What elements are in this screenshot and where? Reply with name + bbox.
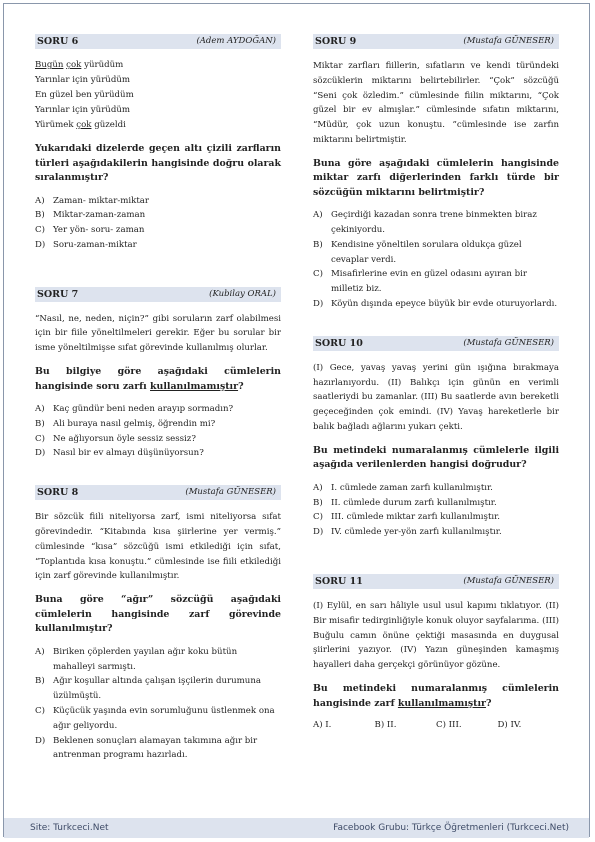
question-header	[35, 287, 281, 302]
question-11	[313, 574, 559, 730]
answer-option-c[interactable]: C) Ne ağlıyorsun öyle sessiz sessiz?	[35, 433, 196, 444]
question-author: (Mustafa GÜNESER)	[463, 576, 554, 587]
poem-line: Yürümek çok güzeldi	[35, 120, 126, 130]
answer-options	[313, 481, 559, 540]
answer-option-a[interactable]: A) Biriken çöplerden yayılan ağır koku bütün mahalleyi sarmıştı.	[35, 646, 238, 672]
question-number: SORU 9	[315, 36, 357, 47]
poem-line: Yarınlar için yürüdüm	[35, 75, 131, 85]
question-header	[313, 336, 559, 351]
question-stem: Miktar zarfları fiillerin, sıfatların ve kendi türündeki sözcüklerin miktarını belirtebilirler. “Çok” sözcüğü “Seni çok özledim.” cümlesinde fiilin miktarını, “Çok güzel bir ev almışlar.” cümlesinde sıfatın miktarını, “Müdür, çok uzun konuştu. ”cümlesinde ise zarfın miktarını belirtmiştir.	[313, 61, 559, 145]
poem	[35, 58, 281, 133]
question-text: Yukarıdaki dizelerde geçen altı çizili zarfların türleri aşağıdakilerin hangisinde doğru olarak sıralanmıştır?	[35, 143, 281, 183]
question-header	[35, 34, 281, 49]
answer-option-a[interactable]: A) I. cümlede zaman zarfı kullanılmıştır.	[313, 482, 493, 493]
question-text: Bu metindeki numaralanmış cümlelerle ilgili aşağıda verilenlerden hangisi doğrudur?	[313, 444, 559, 471]
answer-option-c[interactable]: C) Misafirlerine evin en güzel odasını ayıran bir milletiz biz.	[313, 269, 527, 295]
answer-option-c[interactable]: C) III.	[436, 720, 462, 731]
question-8	[35, 485, 281, 763]
answer-option-b[interactable]: B) Miktar-zaman-zaman	[35, 210, 146, 221]
question-text: Buna göre aşağıdaki cümlelerin hangisinde miktar zarfı diğerlerinden farklı türde bir sözcüğün miktarını belirtmiştir?	[313, 157, 559, 198]
question-author: (Mustafa GÜNESER)	[463, 36, 554, 46]
question-number: SORU 8	[37, 487, 79, 499]
right-column	[313, 34, 559, 730]
question-header	[313, 34, 559, 49]
question-author: (Mustafa GÜNESER)	[463, 337, 554, 348]
answer-option-d[interactable]: D) Köyün dışında epeyce büyük bir evde oturuyorlardı.	[313, 299, 558, 310]
question-10	[313, 336, 559, 540]
answer-option-d[interactable]: D) IV.	[497, 720, 522, 731]
answer-option-d[interactable]: D) Beklenen sonuçları alamayan takımına ağır bir antrenman programı hazırladı.	[35, 735, 258, 761]
question-header	[313, 574, 559, 589]
question-author: (Mustafa GÜNESER)	[185, 487, 276, 498]
footer-site-link[interactable]: Site: Turkceci.Net	[30, 823, 109, 833]
answer-option-a[interactable]: A) Zaman- miktar-miktar	[35, 195, 150, 206]
question-text: Bu metindeki numaralanmış cümlelerin hangisinde zarf kullanılmamıştır?	[313, 683, 559, 709]
answer-options	[35, 194, 281, 253]
answer-options	[313, 720, 559, 730]
answer-options	[35, 645, 281, 763]
answer-option-a[interactable]: A) I.	[313, 720, 332, 731]
question-stem: (I) Eylül, en sarı hâliyle usul usul kapımı tıklatıyor. (II) Bir misafir tedirginliğiyle konuk oluyor sayfalarıma. (III) Buğulu camın önüne çektiği masasında en duygusal şiirlerini yazıyor. (IV) Yazın güneşinden kamaşmış hayalleri daha gerçekçi görünüyor gözüne.	[313, 601, 559, 671]
question-stem: “Nasıl, ne, neden, niçin?” gibi soruların zarf olabilmesi için bir fiile yöneltilmeleri gerekir. Eğer bu sorular bir isme yöneltilmişse sıfat görevinde kullanılmış olurlar.	[35, 313, 281, 354]
question-stem: Bir sözcük fiili niteliyorsa zarf, ismi niteliyorsa sıfat görevindedir. “Kitabında kısa şiirlerine yer vermiş.” cümlesinde “kısa” sözcüğü ismi etkilediği için sıfat, “Toplantıda kısa konuştu.” cümlesinde ise fiili etkilediği için zarf görevinde kullanılmıştır.	[35, 512, 281, 582]
answer-option-a[interactable]: A) Kaç gündür beni neden arayıp sormadın?	[35, 404, 234, 415]
answer-options	[35, 402, 281, 461]
footer	[4, 818, 589, 838]
answer-option-a[interactable]: A) Geçirdiği kazadan sonra trene binmekten biraz çekiniyordu.	[313, 210, 537, 236]
poem-line: En güzel ben yürüdüm	[35, 90, 134, 100]
answer-option-d[interactable]: D) IV. cümlede yer-yön zarfı kullanılmıştır.	[313, 527, 502, 538]
question-author: (Adem AYDOĞAN)	[196, 36, 276, 46]
answer-option-c[interactable]: C) III. cümlede miktar zarfı kullanılmıştır.	[313, 512, 501, 523]
question-number: SORU 11	[315, 576, 363, 588]
answer-option-d[interactable]: D) Soru-zaman-miktar	[35, 239, 137, 250]
question-number: SORU 7	[37, 288, 79, 300]
question-6	[35, 34, 281, 253]
poem-line: Bugün çok yürüdüm	[35, 60, 124, 70]
answer-option-b[interactable]: B) Ali buraya nasıl gelmiş, öğrendin mi?	[35, 418, 216, 429]
answer-options	[313, 208, 559, 312]
question-text: Bu bilgiye göre aşağıdaki cümlelerin hangisinde soru zarfı kullanılmamıştır?	[35, 366, 281, 392]
answer-option-b[interactable]: B) Ağır koşullar altında çalışan işçilerin durumuna üzülmüştü.	[35, 676, 261, 702]
question-number: SORU 6	[37, 36, 79, 47]
question-number: SORU 10	[315, 337, 363, 349]
answer-option-c[interactable]: C) Yer yön- soru- zaman	[35, 225, 145, 236]
poem-line: Yarınlar için yürüdüm	[35, 105, 131, 115]
answer-option-c[interactable]: C) Küçücük yaşında evin sorumluğunu üstlenmek ona ağır geliyordu.	[35, 705, 275, 731]
question-9	[313, 34, 559, 312]
answer-option-b[interactable]: B) II. cümlede durum zarfı kullanılmıştır.	[313, 497, 497, 508]
question-header	[35, 485, 281, 500]
left-column	[35, 34, 281, 763]
question-stem: (I) Gece, yavaş yavaş yerini gün ışığına bırakmaya hazırlanıyordu. (II) Balıkçı için günün en verimli saatleriydi bu zamanlar. (III) Bu saatlerde avın bereketli geçeceğinden çok emindi. (IV) Yavaş hareketlerle bir balık bağladı ağlarını yukarı çekti.	[313, 362, 559, 433]
question-text: Buna göre “ağır” sözcüğü aşağıdaki cümlelerin hangisinde zarf görevinde kullanılmıştır?	[35, 594, 281, 635]
footer-group-link[interactable]: Facebook Grubu: Türkçe Öğretmenleri (Turkceci.Net)	[333, 823, 569, 833]
question-7	[35, 287, 281, 462]
answer-option-b[interactable]: B) Kendisine yöneltilen sorulara oldukça güzel cevaplar verdi.	[313, 239, 522, 265]
answer-option-d[interactable]: D) Nasıl bir ev almayı düşünüyorsun?	[35, 448, 204, 459]
question-author: (Kubilay ORAL)	[209, 288, 276, 299]
answer-option-b[interactable]: B) II.	[374, 720, 397, 731]
